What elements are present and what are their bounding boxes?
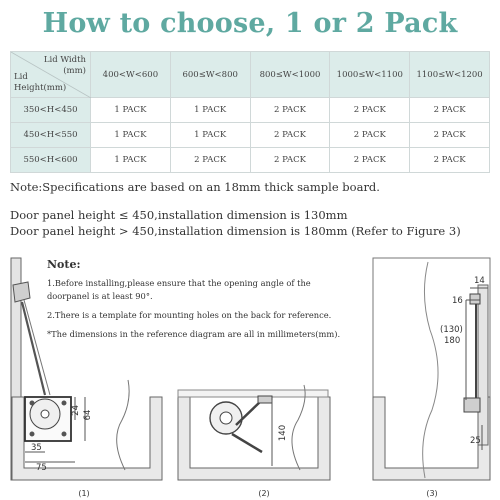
dim-130-label: (130) [440, 325, 463, 335]
figure-3 [373, 258, 490, 480]
lid-curve [292, 385, 305, 470]
screw-hole [30, 401, 34, 405]
dim-14-label: 14 [474, 276, 485, 286]
dim-35-label: 35 [31, 443, 42, 453]
dim-16-label: 16 [452, 296, 463, 306]
figure-2 [178, 385, 330, 480]
dim-64-label: 64 [83, 409, 93, 421]
column-header: 600≤W<800 [170, 52, 250, 98]
dim-180-label: 180 [444, 336, 461, 346]
hinge-bracket [258, 396, 272, 403]
hinge-bracket [13, 282, 30, 302]
door-panel [478, 285, 488, 445]
row-header: 550<H<600 [11, 148, 91, 173]
figure-1-caption: (1) [78, 489, 90, 498]
dim-25-label: 25 [470, 436, 481, 446]
column-header: 1000≤W<1100 [330, 52, 410, 98]
screw-hole [62, 432, 66, 436]
support-arm-lower [232, 434, 262, 452]
table-cell: 2 PACK [410, 123, 490, 148]
page-title: How to choose, 1 or 2 Pack [42, 8, 458, 39]
lid-curve [423, 262, 438, 478]
dim-75-label: 75 [36, 463, 47, 473]
installation-notes [47, 258, 367, 341]
note-line: doorpanel is at least 90°. [47, 291, 153, 301]
pivot [41, 410, 49, 418]
lid-curve [117, 380, 129, 470]
hinge-bracket [470, 294, 480, 304]
figure-3-caption: (3) [426, 489, 438, 498]
cabinet-box [178, 397, 330, 480]
support-arm [22, 302, 45, 395]
table-cell: 2 PACK [250, 148, 330, 173]
door-height-rule-1: Door panel height ≤ 450,installation dimension is 130mm [10, 208, 348, 222]
note-line: 1.Before installing,please ensure that the opening angle of the [47, 278, 311, 288]
note-line: 2.There is a template for mounting holes on the back for reference. [47, 310, 332, 320]
table-cell: 1 PACK [91, 123, 171, 148]
lid-height-label: Lid Height(mm) [14, 72, 67, 93]
table-cell: 2 PACK [250, 123, 330, 148]
table-cell: 2 PACK [170, 148, 250, 173]
figure-3-frame [373, 258, 490, 480]
table-cell: 1 PACK [170, 123, 250, 148]
row-header: 450<H<550 [11, 123, 91, 148]
table-cell: 2 PACK [330, 123, 410, 148]
dim-140-label: 140 [278, 424, 288, 442]
figure-2-caption: (2) [258, 489, 270, 498]
pivot [220, 412, 232, 424]
door-height-rule-2: Door panel height > 450,installation dimension is 180mm (Refer to Figure 3) [10, 224, 461, 238]
spec-note: Note:Specifications are based on an 18mm thick sample board. [10, 180, 380, 194]
table-cell: 1 PACK [91, 98, 171, 123]
note-line: *The dimensions in the reference diagram are all in millimeters(mm). [47, 329, 341, 339]
table-cell: 2 PACK [410, 98, 490, 123]
lid-width-label: Lid Width (mm) [43, 55, 86, 76]
notes-title: Note: [47, 258, 81, 271]
screw-hole [62, 401, 66, 405]
row-header: 350<H<450 [11, 98, 91, 123]
table-cell: 2 PACK [250, 98, 330, 123]
table-cell: 1 PACK [170, 98, 250, 123]
table-cell: 1 PACK [91, 148, 171, 173]
table-cell: 2 PACK [330, 98, 410, 123]
screw-hole [30, 432, 34, 436]
table-cell: 2 PACK [330, 148, 410, 173]
column-header: 1100≤W<1200 [410, 52, 490, 98]
mount-plate [464, 398, 480, 412]
column-header: 800≤W<1000 [250, 52, 330, 98]
column-header: 400<W<600 [91, 52, 171, 98]
dim-24-label: 24 [71, 405, 81, 416]
table-cell: 2 PACK [410, 148, 490, 173]
